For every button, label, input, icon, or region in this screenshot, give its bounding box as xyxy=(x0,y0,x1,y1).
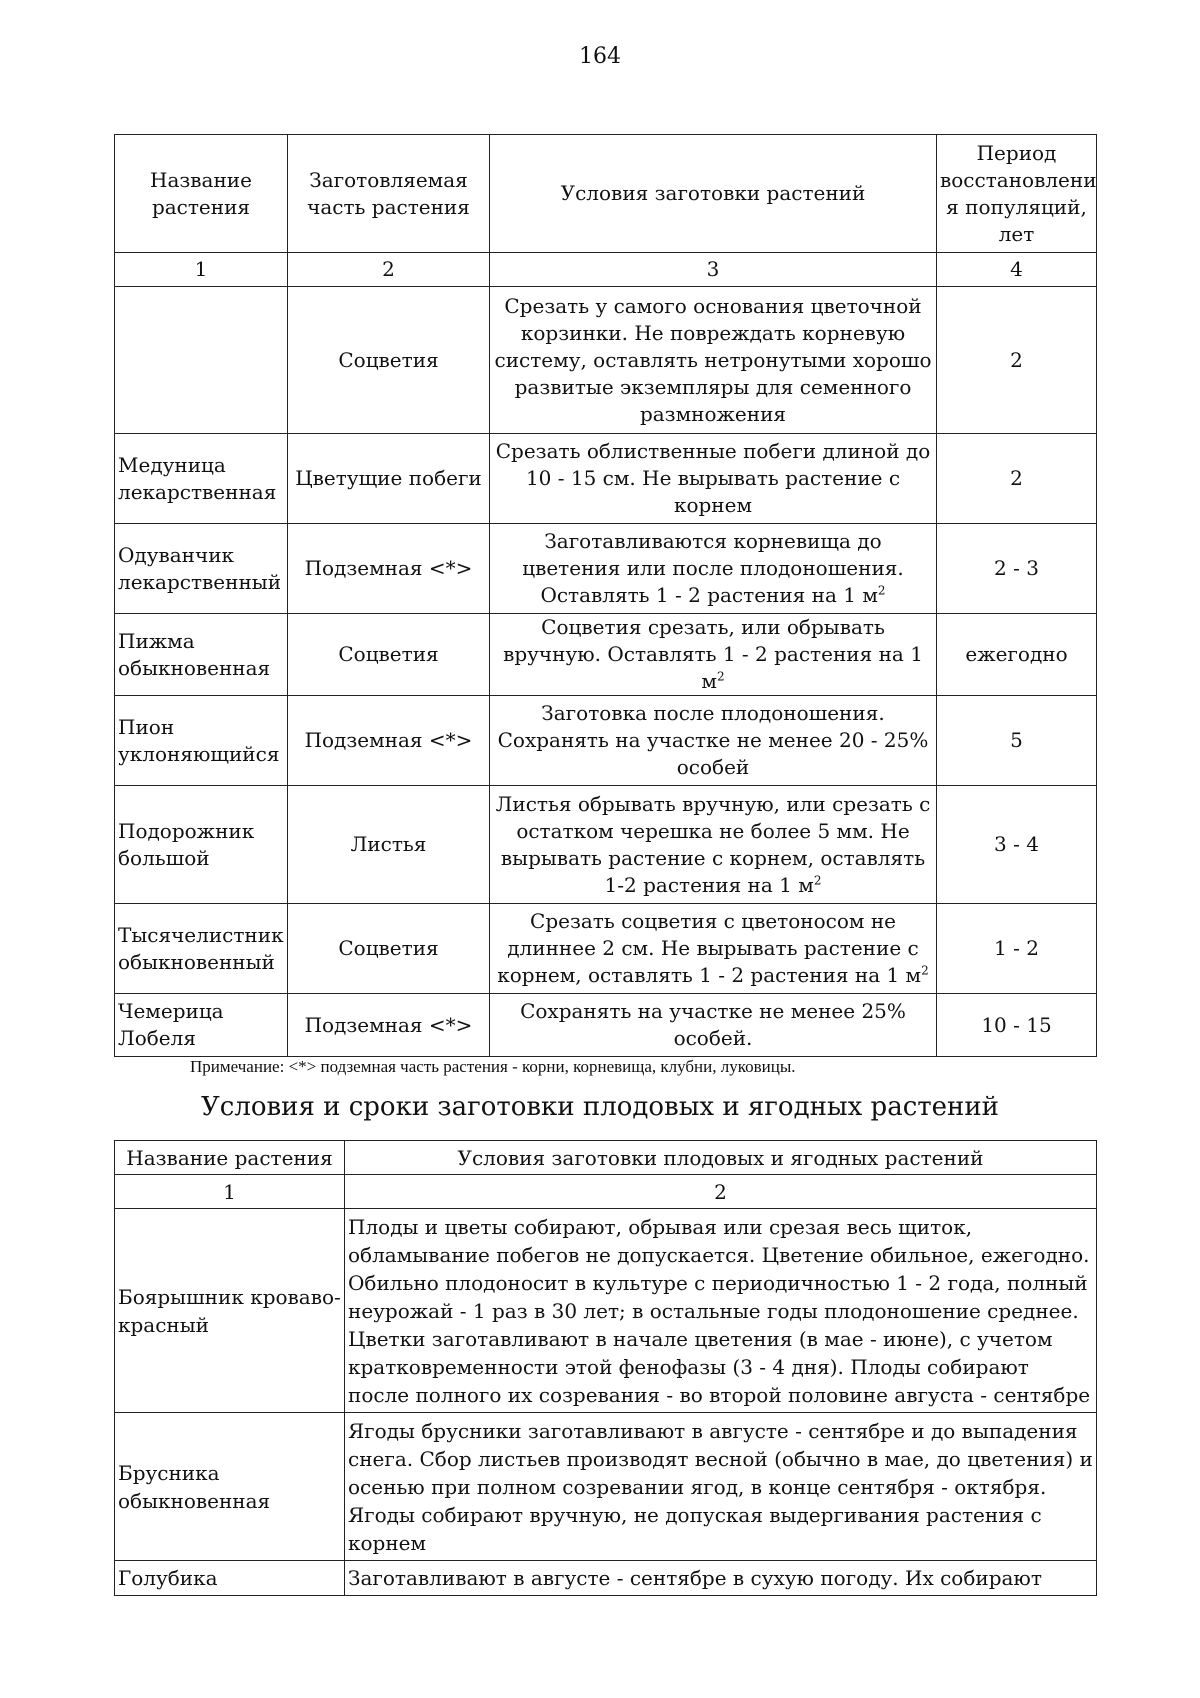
harvest-conditions: Заготавливаются корневища до цветения или после плодоношения. Оставлять 1 - 2 растения на 1 $м^2$ xyxy=(490,524,937,614)
plant-name: Боярышник кроваво-красный xyxy=(115,1209,345,1413)
plant-name xyxy=(115,287,288,434)
table-header-row xyxy=(115,135,1097,253)
harvest-conditions: Листья обрывать вручную, или срезать с остатком черешка не более 5 мм. Не вырывать растение с корнем, оставлять 1-2 растения на 1 $м^2$ xyxy=(490,786,937,904)
table-row xyxy=(115,904,1097,994)
column-number-row xyxy=(115,1175,1097,1209)
harvest-conditions-table xyxy=(114,134,1097,1057)
fruit-berry-table xyxy=(114,1140,1097,1596)
table-row xyxy=(115,287,1097,434)
plant-name: Медуница лекарственная xyxy=(115,434,288,524)
plant-name: Чемерица Лобеля xyxy=(115,994,288,1057)
column-number: 2 xyxy=(345,1175,1097,1209)
column-number: 4 xyxy=(937,253,1097,287)
table-footnote: Примечание: <*> подземная часть растения - корни, корневища, клубни, луковицы. xyxy=(190,1057,796,1076)
harvest-conditions: Плоды и цветы собирают, обрывая или срезая весь щиток, обламывание побегов не допускается. Цветение обильное, ежегодно. Обильно плодоносит в культуре с периодичностью 1 - 2 года, полный неурожай - 1 раз в 30 лет; в остальные годы плодоношение среднее. Цветки заготавливают в начале цветения (в мае - июне), с учетом кратковременности этой фенофазы (3 - 4 дня). Плоды собирают после полного их созревания - во второй половине августа - сентябре xyxy=(345,1209,1097,1413)
harvest-conditions: Заготавливают в августе - сентябре в сухую погоду. Их собирают xyxy=(345,1561,1097,1596)
table-row xyxy=(115,994,1097,1057)
harvest-conditions: Соцветия срезать, или обрывать вручную. Оставлять 1 - 2 растения на 1 $м^2$ xyxy=(490,614,937,696)
harvested-part: Подземная <*> xyxy=(288,524,490,614)
table-row xyxy=(115,1413,1097,1561)
header-plant-name: Название растения xyxy=(115,135,288,253)
column-number: 1 xyxy=(115,1175,345,1209)
header-plant-name: Название растения xyxy=(115,1141,345,1175)
harvested-part: Листья xyxy=(288,786,490,904)
recovery-period: 3 - 4 xyxy=(937,786,1097,904)
column-number-row xyxy=(115,253,1097,287)
table-row xyxy=(115,524,1097,614)
harvest-conditions: Срезать у самого основания цветочной корзинки. Не повреждать корневую систему, оставлять нетронутыми хорошо развитые экземпляры для семенного размножения xyxy=(490,287,937,434)
column-number: 1 xyxy=(115,253,288,287)
plant-name: Подорожник большой xyxy=(115,786,288,904)
table-row xyxy=(115,696,1097,786)
column-number: 3 xyxy=(490,253,937,287)
harvested-part: Соцветия xyxy=(288,904,490,994)
recovery-period: 1 - 2 xyxy=(937,904,1097,994)
harvest-conditions: Срезать облиственные побеги длиной до 10 - 15 см. Не вырывать растение с корнем xyxy=(490,434,937,524)
recovery-period: 2 xyxy=(937,434,1097,524)
recovery-period: 2 - 3 xyxy=(937,524,1097,614)
table-row xyxy=(115,1209,1097,1413)
table-header-row xyxy=(115,1141,1097,1175)
plant-name: Брусника обыкновенная xyxy=(115,1413,345,1561)
plant-name: Пижма обыкновенная xyxy=(115,614,288,696)
column-number: 2 xyxy=(288,253,490,287)
harvested-part: Соцветия xyxy=(288,287,490,434)
plant-name: Пион уклоняющийся xyxy=(115,696,288,786)
recovery-period: ежегодно xyxy=(937,614,1097,696)
harvest-conditions: Ягоды брусники заготавливают в августе - сентябре и до выпадения снега. Сбор листьев производят весной (обычно в мае, до цветения) и осенью при полном созревании ягод, в конце сентября - октября. Ягоды собирают вручную, не допуская выдергивания растения с корнем xyxy=(345,1413,1097,1561)
table-row xyxy=(115,786,1097,904)
header-harvested-part: Заготовляемая часть растения xyxy=(288,135,490,253)
header-harvest-conditions: Условия заготовки плодовых и ягодных растений xyxy=(345,1141,1097,1175)
harvested-part: Подземная <*> xyxy=(288,994,490,1057)
harvest-conditions: Сохранять на участке не менее 25% особей. xyxy=(490,994,937,1057)
recovery-period: 10 - 15 xyxy=(937,994,1097,1057)
harvested-part: Цветущие побеги xyxy=(288,434,490,524)
table-row xyxy=(115,434,1097,524)
header-recovery-period: Период восстановлени я популяций, лет xyxy=(937,135,1097,253)
section-title: Условия и сроки заготовки плодовых и ягодных растений xyxy=(200,1092,1000,1122)
header-harvest-conditions: Условия заготовки растений xyxy=(490,135,937,253)
plant-name: Тысячелистник обыкновенный xyxy=(115,904,288,994)
harvested-part: Соцветия xyxy=(288,614,490,696)
harvest-conditions: Заготовка после плодоношения. Сохранять на участке не менее 20 - 25% особей xyxy=(490,696,937,786)
recovery-period: 5 xyxy=(937,696,1097,786)
recovery-period: 2 xyxy=(937,287,1097,434)
table-row xyxy=(115,1561,1097,1596)
harvest-conditions: Срезать соцветия с цветоносом не длиннее 2 см. Не вырывать растение с корнем, оставлять 1 - 2 растения на 1 $м^2$ xyxy=(490,904,937,994)
plant-name: Голубика xyxy=(115,1561,345,1596)
page-number: 164 xyxy=(579,44,621,69)
table-row xyxy=(115,614,1097,696)
plant-name: Одуванчик лекарственный xyxy=(115,524,288,614)
harvested-part: Подземная <*> xyxy=(288,696,490,786)
